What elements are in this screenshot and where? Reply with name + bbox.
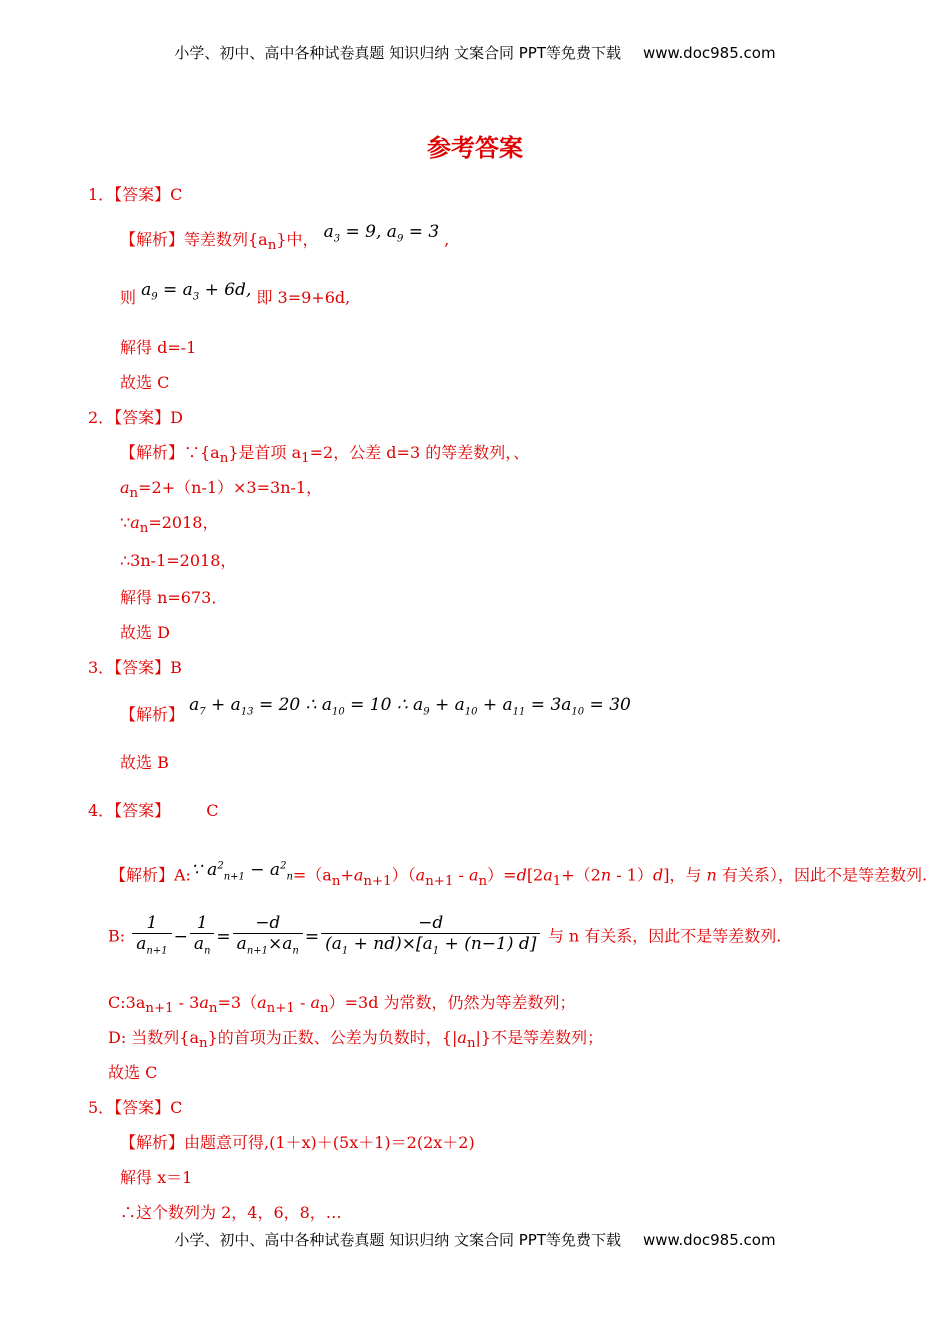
footer-text: 小学、初中、高中各种试卷真题 知识归纳 文案合同 PPT等免费下载 <box>174 1231 621 1249</box>
q5-analysis-line3: ∴这个数列为 2，4，6，8，… <box>120 1203 342 1222</box>
q5-analysis-line1: 【解析】由题意可得,(1＋x)＋(5x＋1)＝2(2x＋2) <box>120 1133 475 1152</box>
q2-analysis-line4: ∴3n-1=2018， <box>120 551 237 570</box>
q3-answer: 3．【答案】B <box>88 658 182 677</box>
q1-answer: 1．【答案】C <box>88 185 183 204</box>
q2-analysis-line2: $a_n=2+(n-1)\times 3=3n-1$， <box>120 478 323 502</box>
q1-analysis-line3: 解得 d=-1 <box>120 338 197 357</box>
q1-conclusion: 故选 C <box>120 373 170 392</box>
q4-option-b: B: $\frac{1}{a_{n+1}}$ − $\frac{1}{a_n}$ = $\frac{-d}{a_{n+1}\times a_n}$ = $\frac{-d}{(a_1 + nd)\times[a_1 + (n-1) d]}$ 与 n 有关系，因此不是等差数列. <box>108 913 782 957</box>
q3-analysis: 【解析】 $a_7 + a_{13} = 20$ ∴ $a_{10} = 10$ ∴ $a_9 + a_{10} + a_{11} = 3a_{10} = 30$ <box>120 695 631 724</box>
q2-conclusion: 故选 D <box>120 623 170 642</box>
q1-analysis-line1: 【解析】等差数列$\{a_n\}$中， $a_3 = 9$, $a_9 = 3$ , <box>120 222 450 254</box>
q2-answer: 2．【答案】D <box>88 408 184 427</box>
header-url[interactable]: www.doc985.com <box>642 44 776 62</box>
page-title: 参考答案 <box>427 134 523 162</box>
q4-option-d: D: 当数列$\{a_n\}$的首项为正数、公差为负数时，$\{|a_n|\}$不是等差数列； <box>108 1028 604 1052</box>
q2-analysis-line1: 【解析】$\because\{a_n\}$是首项 $a_1=2$，公差 d=3 的等差数列，、 <box>120 443 530 467</box>
q2-analysis-line3: $\because a_n=2018$， <box>120 513 219 537</box>
page-header <box>0 42 950 63</box>
page-footer <box>0 1229 950 1250</box>
header-text: 小学、初中、高中各种试卷真题 知识归纳 文案合同 PPT等免费下载 <box>174 44 621 62</box>
q5-analysis-line2: 解得 x＝1 <box>120 1168 193 1187</box>
q4-option-c: $C:3a_{n+1} - 3a_n=3(a_{n+1} - a_n)=3d$ 为常数，仍然为等差数列； <box>108 993 576 1017</box>
q4-conclusion: 故选 C <box>108 1063 158 1082</box>
q4-option-a: 【解析】A:∵ $a^2_{n+1} - a^2_n=(a_n+a_{n+1})(a_{n+1} - a_n)=d[2a_1+(2n - 1)d]$，与 n 有关系），因此不是等差数列. <box>110 859 928 889</box>
q5-answer: 5．【答案】C <box>88 1098 183 1117</box>
q3-conclusion: 故选 B <box>120 753 169 772</box>
q4-answer: 4．【答案】 C <box>88 801 219 820</box>
footer-url[interactable]: www.doc985.com <box>642 1231 776 1249</box>
q2-analysis-line5: 解得 n=673． <box>120 588 228 607</box>
q1-analysis-line2: 则 $a_9 = a_3 + 6d$, 即 3=9+6d, <box>120 280 351 307</box>
